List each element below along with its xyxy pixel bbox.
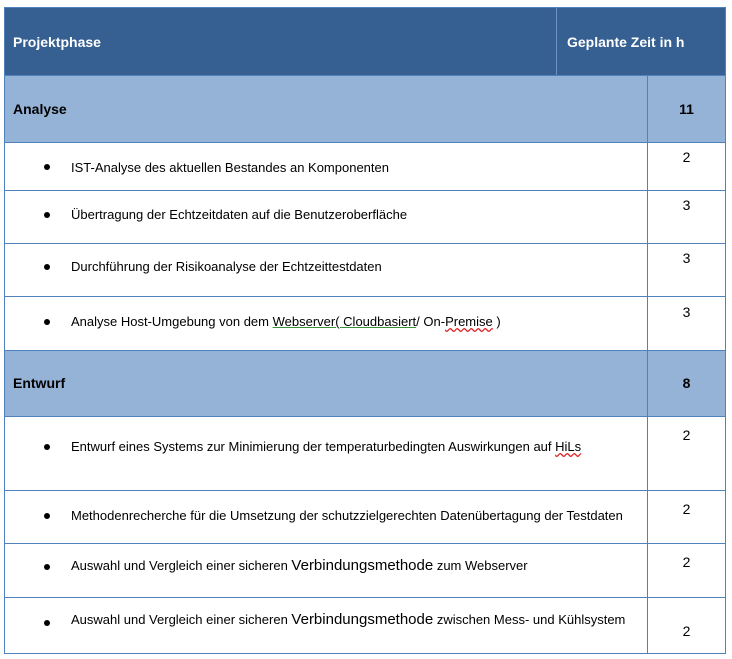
task-text: Auswahl und Vergleich einer sicheren Verbindungsmethode zwischen Mess- und Kühlsystem: [71, 611, 626, 628]
task-text: Übertragung der Echtzeitdaten auf die Benutzeroberfläche: [71, 207, 408, 222]
bullet-icon: [44, 513, 50, 519]
phase-row-entwurf: [5, 351, 725, 417]
header-cell-phase: [5, 8, 557, 75]
bullet-icon: [44, 212, 50, 218]
project-plan-table: [4, 7, 726, 654]
spellcheck-grammar-underline: Webserver( Cloudbasiert: [272, 314, 417, 329]
table-row: [5, 143, 725, 191]
bullet-icon: [44, 319, 50, 325]
table-row: [5, 491, 725, 544]
task-hours: 3: [682, 197, 691, 213]
phase-hours: 8: [682, 375, 691, 391]
spellcheck-error-underline: HiLs: [555, 439, 582, 454]
table-row: [5, 417, 725, 491]
task-hours: 2: [682, 623, 691, 639]
phase-row-analyse: [5, 76, 725, 143]
phase-hours: 11: [679, 101, 694, 117]
task-hours: 2: [682, 149, 691, 165]
bullet-icon: [44, 264, 50, 270]
header-phase-label: Projektphase: [13, 34, 101, 50]
table-row: [5, 297, 725, 351]
phase-name: Entwurf: [13, 375, 66, 391]
bullet-icon: [44, 564, 50, 570]
bullet-icon: [44, 620, 50, 626]
task-text: Analyse Host-Umgebung von dem Webserver( Cloudbasiert/ On-Premise ): [71, 314, 501, 329]
bullet-icon: [44, 444, 50, 450]
task-text: Auswahl und Vergleich einer sicheren Verbindungsmethode zum Webserver: [71, 557, 528, 574]
header-cell-time: [557, 8, 725, 75]
header-time-label: Geplante Zeit in h: [567, 34, 685, 50]
task-hours: 3: [682, 250, 691, 266]
phase-name: Analyse: [13, 101, 67, 117]
task-hours: 2: [682, 427, 691, 443]
task-hours: 2: [682, 501, 691, 517]
task-hours: 3: [682, 304, 691, 320]
table-row: [5, 191, 725, 244]
task-hours: 2: [682, 554, 691, 570]
table-row: [5, 544, 725, 598]
table-row: [5, 598, 725, 653]
task-text: IST-Analyse des aktuellen Bestandes an Komponenten: [71, 160, 389, 175]
spellcheck-error-underline: Premise: [445, 314, 493, 329]
task-text: Methodenrecherche für die Umsetzung der schutzzielgerechten Datenübertagung der Testdaten: [71, 508, 623, 523]
table-row: [5, 244, 725, 297]
task-text: Entwurf eines Systems zur Minimierung der temperaturbedingten Auswirkungen auf HiLs: [71, 439, 582, 454]
task-text: Durchführung der Risikoanalyse der Echtzeittestdaten: [71, 259, 382, 274]
table-header-row: [5, 8, 725, 76]
bullet-icon: [44, 164, 50, 170]
